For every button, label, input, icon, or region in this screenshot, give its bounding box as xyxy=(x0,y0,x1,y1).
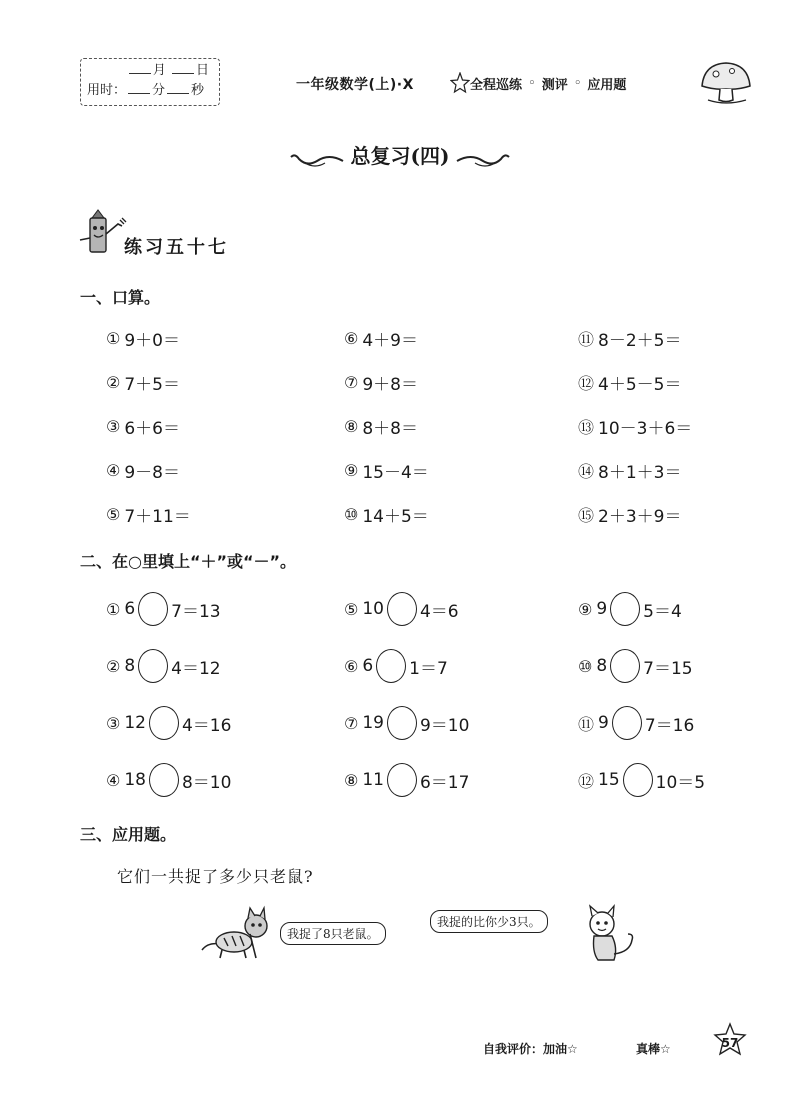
right-expression: 5＝4 xyxy=(643,601,682,622)
item-number: ② xyxy=(106,656,121,676)
answer-circle[interactable] xyxy=(610,649,640,683)
item-number: ⑩ xyxy=(578,656,593,676)
right-expression: 6＝17 xyxy=(419,772,470,793)
page-number: 57 xyxy=(721,1036,739,1050)
date-time-box xyxy=(80,58,220,106)
item-number: ⑪ xyxy=(578,714,595,734)
item-number: ⑩ xyxy=(344,505,359,524)
item-expression: 7＋5＝ xyxy=(124,375,180,395)
item-number: ⑫ xyxy=(578,374,595,393)
left-operand: 6 xyxy=(124,599,136,619)
mental-math-item xyxy=(578,502,681,527)
item-number: ⑦ xyxy=(344,713,359,733)
mental-math-item xyxy=(344,326,418,351)
mental-math-item xyxy=(578,414,692,439)
right-expression: 9＝10 xyxy=(419,715,470,736)
fill-sign-item xyxy=(344,592,459,626)
left-operand: 10 xyxy=(362,599,384,619)
answer-circle[interactable] xyxy=(612,706,642,740)
left-operand: 8 xyxy=(596,656,608,676)
star-icon xyxy=(450,72,470,94)
mental-math-item xyxy=(106,458,180,483)
minute-blank[interactable] xyxy=(128,81,150,94)
exercise-title: 练习五十七 xyxy=(124,237,229,258)
tag-separator: ◦ xyxy=(573,76,582,91)
answer-circle[interactable] xyxy=(610,592,640,626)
left-operand: 12 xyxy=(124,713,146,733)
right-expression: 4＝6 xyxy=(419,601,459,622)
right-expression: 4＝12 xyxy=(171,658,221,679)
swirl-left-icon xyxy=(289,149,345,169)
answer-circle[interactable] xyxy=(149,763,179,797)
item-expression: 15－4＝ xyxy=(362,463,429,483)
fill-sign-item xyxy=(578,649,693,683)
fill-sign-item xyxy=(106,706,231,740)
item-number: ⑪ xyxy=(578,330,595,349)
fill-sign-item xyxy=(344,649,448,683)
item-expression: 7＋11＝ xyxy=(124,507,191,527)
item-expression: 4＋5－5＝ xyxy=(598,375,682,395)
right-expression: 10＝5 xyxy=(655,772,706,793)
left-operand: 9 xyxy=(596,599,608,619)
item-number: ⑥ xyxy=(344,329,359,348)
right-expression: 7＝16 xyxy=(644,715,695,736)
item-number: ⑨ xyxy=(344,461,359,480)
item-number: ⑤ xyxy=(344,599,359,619)
mental-math-item xyxy=(106,370,180,395)
item-number: ④ xyxy=(106,770,121,790)
item-number: ⑧ xyxy=(344,417,359,436)
mental-math-item xyxy=(344,458,429,483)
tag-item: 应用题 xyxy=(587,78,627,93)
answer-circle[interactable] xyxy=(623,763,653,797)
left-operand: 9 xyxy=(598,713,609,733)
minute-label: 分 xyxy=(152,83,166,98)
tag-item: 测评 xyxy=(541,78,568,93)
cat-illustration-icon xyxy=(580,904,642,966)
self-evaluation: 自我评价：加油☆ xyxy=(483,1042,578,1056)
item-number: ① xyxy=(106,599,121,619)
day-blank[interactable] xyxy=(172,61,194,74)
second-blank[interactable] xyxy=(167,81,189,94)
answer-circle[interactable] xyxy=(387,763,417,797)
item-number: ① xyxy=(106,329,121,348)
answer-circle[interactable] xyxy=(149,706,179,740)
item-number: ⑤ xyxy=(106,505,121,524)
word-problem-question: 它们一共捉了多少只老鼠? xyxy=(117,867,314,886)
item-number: ⑧ xyxy=(344,770,359,790)
fill-sign-item xyxy=(106,763,231,797)
item-expression: 14＋5＝ xyxy=(362,507,429,527)
section2-heading: 二、在○里填上“＋”或“－”。 xyxy=(80,552,297,571)
time-label: 用时： xyxy=(87,83,127,98)
fill-sign-item xyxy=(578,592,682,626)
fill-sign-item xyxy=(344,763,469,797)
answer-circle[interactable] xyxy=(138,649,168,683)
mental-math-item xyxy=(344,414,418,439)
item-expression: 8＋1＋3＝ xyxy=(598,463,682,483)
crayon-mascot-icon xyxy=(78,208,128,258)
mental-math-item xyxy=(106,502,191,527)
second-label: 秒 xyxy=(191,83,205,98)
mental-math-item xyxy=(106,326,180,351)
left-operand: 18 xyxy=(124,770,146,790)
rating-good: 真棒☆ xyxy=(636,1042,671,1056)
left-operand: 11 xyxy=(362,770,384,790)
item-expression: 9＋8＝ xyxy=(362,375,418,395)
item-number: ⑥ xyxy=(344,656,359,676)
title-row xyxy=(0,140,800,169)
answer-circle[interactable] xyxy=(138,592,168,626)
item-expression: 9＋0＝ xyxy=(124,331,180,351)
item-number: ⑬ xyxy=(578,418,595,437)
answer-circle[interactable] xyxy=(387,592,417,626)
item-number: ⑨ xyxy=(578,599,593,619)
mushroom-icon xyxy=(698,60,754,106)
item-number: ③ xyxy=(106,713,121,733)
right-expression: 7＝15 xyxy=(643,658,693,679)
right-expression: 4＝16 xyxy=(181,715,232,736)
item-expression: 4＋9＝ xyxy=(362,331,418,351)
item-expression: 8－2＋5＝ xyxy=(598,331,682,351)
book-title: 一年级数学(上)·X xyxy=(296,77,414,93)
item-expression: 2＋3＋9＝ xyxy=(598,507,682,527)
section3-heading: 三、应用题。 xyxy=(80,825,177,844)
mental-math-item xyxy=(344,370,418,395)
section1-heading: 一、口算。 xyxy=(80,288,161,307)
fill-sign-item xyxy=(578,706,694,740)
left-operand: 19 xyxy=(362,713,384,733)
right-expression: 7＝13 xyxy=(171,601,221,622)
item-expression: 8＋8＝ xyxy=(362,419,418,439)
item-number: ③ xyxy=(106,417,121,436)
item-expression: 9－8＝ xyxy=(124,463,180,483)
item-expression: 6＋6＝ xyxy=(124,419,180,439)
page-title: 总复习(四) xyxy=(350,144,450,168)
day-label: 日 xyxy=(195,63,209,78)
mental-math-item xyxy=(578,370,681,395)
cat-illustration-icon xyxy=(198,904,278,962)
fill-sign-item xyxy=(106,592,221,626)
tag-item: 全程巡练 xyxy=(470,78,523,93)
item-expression: 10－3＋6＝ xyxy=(598,419,693,439)
speech-bubble-left: 我捉了8只老鼠。 xyxy=(280,922,386,945)
item-number: ⑫ xyxy=(578,771,595,791)
mental-math-item xyxy=(578,458,681,483)
fill-sign-item xyxy=(578,763,705,797)
mental-math-item xyxy=(106,414,180,439)
header-tags xyxy=(470,74,626,93)
right-expression: 8＝10 xyxy=(181,772,232,793)
fill-sign-item xyxy=(344,706,469,740)
left-operand: 15 xyxy=(598,770,620,790)
answer-circle[interactable] xyxy=(387,706,417,740)
left-operand: 8 xyxy=(124,656,136,676)
item-number: ⑦ xyxy=(344,373,359,392)
item-number: ⑭ xyxy=(578,462,595,481)
item-number: ② xyxy=(106,373,121,392)
mental-math-item xyxy=(344,502,429,527)
fill-sign-item xyxy=(106,649,221,683)
right-expression: 1＝7 xyxy=(409,658,448,679)
item-number: ⑮ xyxy=(578,506,595,525)
answer-circle[interactable] xyxy=(376,649,406,683)
mental-math-item xyxy=(578,326,681,351)
month-label: 月 xyxy=(152,63,166,78)
speech-bubble-right: 我捉的比你少3只。 xyxy=(430,910,548,933)
swirl-right-icon xyxy=(455,149,511,169)
left-operand: 6 xyxy=(362,656,374,676)
item-number: ④ xyxy=(106,461,121,480)
month-blank[interactable] xyxy=(129,61,151,74)
tag-separator: ◦ xyxy=(528,76,536,91)
